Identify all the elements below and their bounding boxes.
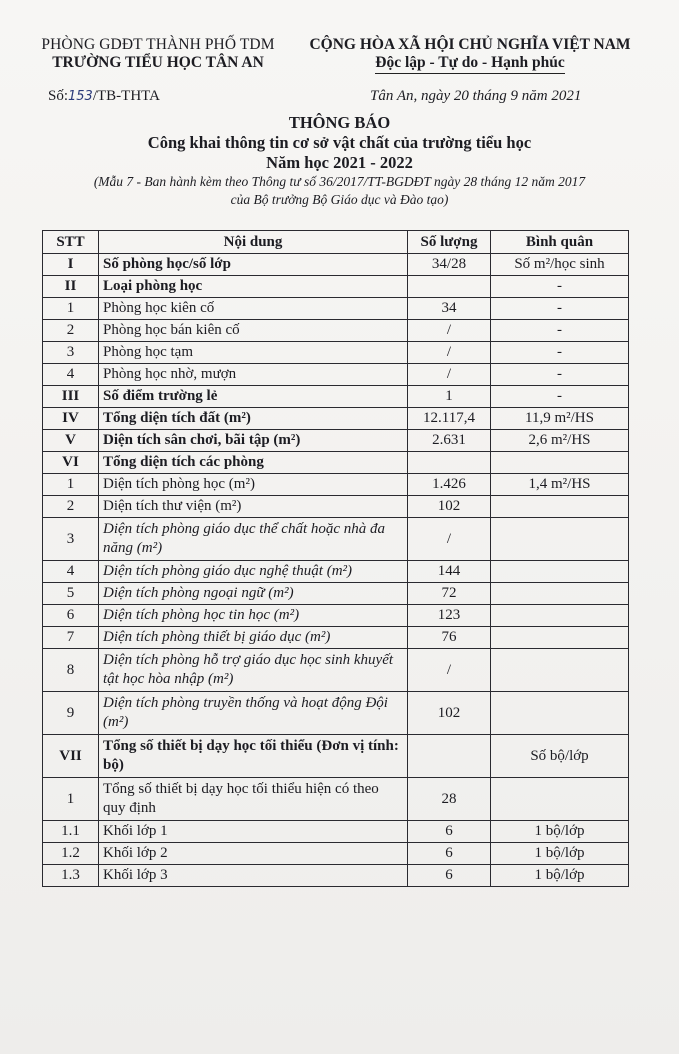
row-quantity: / <box>408 320 491 342</box>
row-content: Diện tích phòng truyền thống và hoạt động Đội (m²) <box>99 692 408 735</box>
row-quantity <box>408 276 491 298</box>
row-content: Số điểm trường lẻ <box>99 386 408 408</box>
row-quantity: 34/28 <box>408 254 491 276</box>
row-average <box>491 452 629 474</box>
row-stt: 1.2 <box>43 843 99 865</box>
row-stt: 1.3 <box>43 865 99 887</box>
row-quantity: 6 <box>408 821 491 843</box>
row-quantity: 72 <box>408 583 491 605</box>
row-stt: 3 <box>43 342 99 364</box>
table-row <box>43 518 629 561</box>
row-content: Phòng học nhờ, mượn <box>99 364 408 386</box>
row-stt: I <box>43 254 99 276</box>
doc-number-prefix: Số: <box>48 88 69 104</box>
row-average: 1 bộ/lớp <box>491 865 629 887</box>
table-row <box>43 735 629 778</box>
title-line-2: Công khai thông tin cơ sở vật chất của trường tiểu học <box>147 133 532 152</box>
row-content: Diện tích phòng giáo dục nghệ thuật (m²) <box>99 561 408 583</box>
facilities-table <box>42 230 629 887</box>
table-row <box>43 627 629 649</box>
header-quantity: Số lượng <box>408 231 491 254</box>
row-quantity: 144 <box>408 561 491 583</box>
row-stt: 9 <box>43 692 99 735</box>
row-content: Diện tích phòng giáo dục thể chất hoặc nhà đa năng (m²) <box>99 518 408 561</box>
table-row <box>43 865 629 887</box>
table-row <box>43 843 629 865</box>
table-row <box>43 254 629 276</box>
org-line-1: PHÒNG GDĐT THÀNH PHỐ TDM <box>41 36 275 53</box>
row-stt: 3 <box>43 518 99 561</box>
row-average: - <box>491 276 629 298</box>
org-line-2: TRƯỜNG TIỂU HỌC TÂN AN <box>52 54 264 71</box>
row-average <box>491 778 629 821</box>
table-row <box>43 605 629 627</box>
table-row <box>43 430 629 452</box>
row-quantity: / <box>408 649 491 692</box>
row-content: Diện tích phòng học tin học (m²) <box>99 605 408 627</box>
row-stt: 1 <box>43 474 99 496</box>
document-title <box>0 113 679 173</box>
doc-number-handwritten: 153 <box>68 89 93 104</box>
row-content: Diện tích phòng ngoại ngữ (m²) <box>99 583 408 605</box>
table-row <box>43 561 629 583</box>
row-quantity: 102 <box>408 496 491 518</box>
row-content: Diện tích phòng hỗ trợ giáo dục học sinh khuyết tật học hòa nhập (m²) <box>99 649 408 692</box>
row-quantity: 34 <box>408 298 491 320</box>
nation-line-1: CỘNG HÒA XÃ HỘI CHỦ NGHĨA VIỆT NAM <box>309 36 631 53</box>
row-stt: VI <box>43 452 99 474</box>
row-stt: V <box>43 430 99 452</box>
row-average: - <box>491 364 629 386</box>
row-stt: IV <box>43 408 99 430</box>
row-stt: 5 <box>43 583 99 605</box>
row-average <box>491 692 629 735</box>
row-average: 1,4 m²/HS <box>491 474 629 496</box>
row-quantity: 12.117,4 <box>408 408 491 430</box>
row-content: Tổng diện tích các phòng <box>99 452 408 474</box>
row-average <box>491 518 629 561</box>
row-average <box>491 583 629 605</box>
row-content: Diện tích phòng thiết bị giáo dục (m²) <box>99 627 408 649</box>
note-line-2: của Bộ trưởng Bộ Giáo dục và Đào tạo) <box>230 192 449 207</box>
row-average: 11,9 m²/HS <box>491 408 629 430</box>
row-stt: VII <box>43 735 99 778</box>
table-row <box>43 583 629 605</box>
doc-number-suffix: /TB-THTA <box>92 88 160 104</box>
table-row <box>43 364 629 386</box>
row-content: Khối lớp 3 <box>99 865 408 887</box>
row-stt: 1.1 <box>43 821 99 843</box>
table-row <box>43 298 629 320</box>
national-motto <box>290 36 650 74</box>
row-quantity <box>408 452 491 474</box>
row-stt: 2 <box>43 496 99 518</box>
row-stt: 1 <box>43 298 99 320</box>
row-stt: 6 <box>43 605 99 627</box>
table-row <box>43 276 629 298</box>
row-quantity: 1 <box>408 386 491 408</box>
table-row <box>43 342 629 364</box>
row-quantity: 102 <box>408 692 491 735</box>
row-average: Số m²/học sinh <box>491 254 629 276</box>
row-average: 2,6 m²/HS <box>491 430 629 452</box>
row-content: Tổng số thiết bị dạy học tối thiểu (Đơn vị tính: bộ) <box>99 735 408 778</box>
row-quantity <box>408 735 491 778</box>
row-content: Khối lớp 2 <box>99 843 408 865</box>
issue-date: Tân An, ngày 20 tháng 9 năm 2021 <box>370 88 582 104</box>
table-body <box>43 254 629 887</box>
row-quantity: 1.426 <box>408 474 491 496</box>
row-content: Phòng học kiên cố <box>99 298 408 320</box>
note-line-1: (Mẫu 7 - Ban hành kèm theo Thông tư số 36/2017/TT-BGDĐT ngày 28 tháng 12 năm 2017 <box>93 174 586 189</box>
issuing-organization <box>28 36 288 72</box>
table-row <box>43 496 629 518</box>
table-row <box>43 452 629 474</box>
table-header-row <box>43 231 629 254</box>
row-content: Diện tích sân chơi, bãi tập (m²) <box>99 430 408 452</box>
row-average <box>491 627 629 649</box>
table-row <box>43 649 629 692</box>
legal-note <box>0 173 679 209</box>
row-average: - <box>491 342 629 364</box>
row-quantity: 2.631 <box>408 430 491 452</box>
row-average: Số bộ/lớp <box>491 735 629 778</box>
row-stt: 2 <box>43 320 99 342</box>
row-content: Tổng số thiết bị dạy học tối thiểu hiện có theo quy định <box>99 778 408 821</box>
row-quantity: 6 <box>408 843 491 865</box>
row-average: - <box>491 298 629 320</box>
table-row <box>43 474 629 496</box>
row-average <box>491 496 629 518</box>
header-average: Bình quân <box>491 231 629 254</box>
table-row <box>43 692 629 735</box>
row-content: Số phòng học/số lớp <box>99 254 408 276</box>
row-average <box>491 649 629 692</box>
row-stt: 1 <box>43 778 99 821</box>
row-stt: 8 <box>43 649 99 692</box>
row-content: Phòng học bán kiên cố <box>99 320 408 342</box>
row-content: Diện tích thư viện (m²) <box>99 496 408 518</box>
title-line-1: THÔNG BÁO <box>288 113 391 132</box>
row-content: Diện tích phòng học (m²) <box>99 474 408 496</box>
row-stt: III <box>43 386 99 408</box>
row-content: Loại phòng học <box>99 276 408 298</box>
row-stt: 4 <box>43 364 99 386</box>
row-content: Khối lớp 1 <box>99 821 408 843</box>
row-stt: II <box>43 276 99 298</box>
row-content: Phòng học tạm <box>99 342 408 364</box>
row-average: 1 bộ/lớp <box>491 821 629 843</box>
row-quantity: 76 <box>408 627 491 649</box>
table-row <box>43 408 629 430</box>
header-content: Nội dung <box>99 231 408 254</box>
table-row <box>43 821 629 843</box>
row-quantity: 6 <box>408 865 491 887</box>
header-stt: STT <box>43 231 99 254</box>
title-line-3: Năm học 2021 - 2022 <box>266 153 413 172</box>
row-average <box>491 561 629 583</box>
row-quantity: 28 <box>408 778 491 821</box>
row-average <box>491 605 629 627</box>
row-quantity: 123 <box>408 605 491 627</box>
row-quantity: / <box>408 342 491 364</box>
row-average: - <box>491 320 629 342</box>
row-stt: 4 <box>43 561 99 583</box>
document-number <box>48 88 160 105</box>
row-average: - <box>491 386 629 408</box>
table-row <box>43 320 629 342</box>
row-quantity: / <box>408 518 491 561</box>
row-average: 1 bộ/lớp <box>491 843 629 865</box>
nation-line-2: Độc lập - Tự do - Hạnh phúc <box>375 54 564 74</box>
row-stt: 7 <box>43 627 99 649</box>
row-content: Tổng diện tích đất (m²) <box>99 408 408 430</box>
table-row <box>43 778 629 821</box>
row-quantity: / <box>408 364 491 386</box>
table-row <box>43 386 629 408</box>
